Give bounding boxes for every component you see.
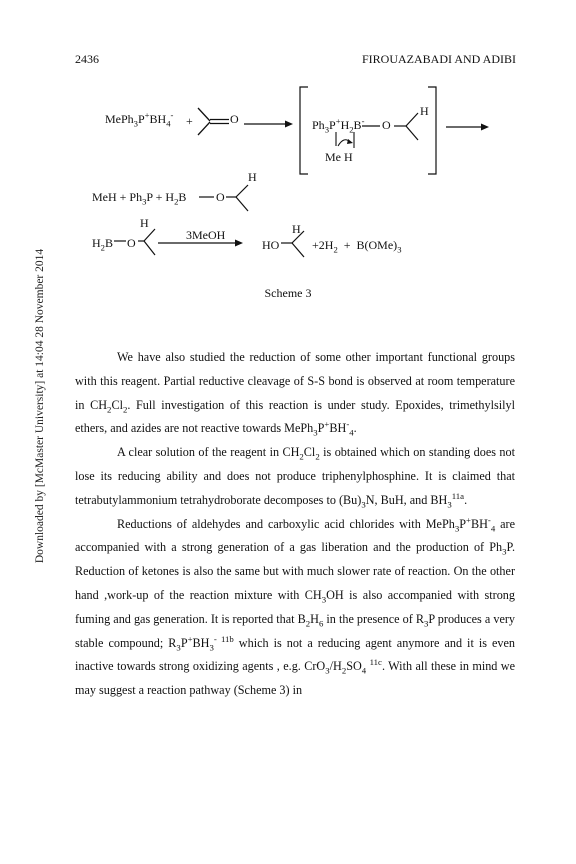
methyl-hydrogen-label: Me H [325, 150, 353, 164]
methanol-reagent: 3MeOH [186, 228, 226, 242]
left-bracket [298, 86, 310, 176]
reagent-formula: $MePh_3P^+BH_4^-$ [105, 110, 174, 129]
intermediate-oxygen: O [382, 118, 391, 132]
reaction-arrow-3 [158, 238, 244, 248]
products-line-3: $+2H_2 + B(OMe)_3$ [312, 238, 402, 255]
page-number: 2436 [75, 52, 99, 66]
body-text [75, 346, 515, 703]
h-label-1: H [420, 104, 429, 118]
paragraph-1: We have also studied the reduction of some other important functional groups with this reagent. Partial reductive cleavage of S-S bond is observed at room temperature in $CH_2Cl_2$. Full investigation of this reaction is under study. Epoxides, trimethylsilyl ethers, and azides are not reactive towards $MePh_3P^+BH^-_4$. [75, 350, 515, 438]
hydride-transfer-arrow [330, 130, 360, 152]
right-bracket [426, 86, 438, 176]
bond-b-o [360, 115, 382, 135]
running-title: FIROUAZABADI AND ADIBI [361, 52, 516, 66]
borane-alkoxide: $H_2B$ [92, 236, 113, 253]
h-label-4: H [292, 222, 301, 236]
isopropanol-ho: HO [262, 238, 280, 252]
download-stamp: Downloaded by [McMaster University] at 14:04 28 November 2014 [34, 248, 46, 564]
bond-b-o-2 [196, 180, 256, 216]
paragraph-3: Reductions of aldehydes and carboxylic acid chlorides with $MePh_3P^+BH^-_4$ are accompanied with a strong generation of a gas liberation and the production of $Ph_3P$. Reduction of ketones is also the same but with much slower rate of reaction. On the other hand ,work-up of the reaction mixture with $CH_3OH$ is also accompanied with strong fuming and gas generation. It is reported that $B_2H_6$ in the presence of $R_3P$ produces a very stable compound; $R_3P^+BH_3^{- 11b}$ which is not a reducing agent anymore and it is even inactive towards strong oxidizing agents , e.g. $CrO_3/H_2SO_4$ $^{11c}$. With all these in mind we may suggest a reaction pathway (Scheme 3) in [75, 514, 516, 698]
oxygen-2: O [216, 190, 225, 204]
reaction-arrow-2 [446, 122, 490, 132]
h-label-2: H [248, 170, 257, 184]
intermediate-complex: $Ph_3P^+H_2B^-$ [312, 116, 365, 135]
oxygen-3: O [127, 236, 136, 250]
products-line-2: MeH + $Ph_3P + H_2B$ [92, 190, 187, 207]
plus-sign: + [186, 114, 193, 128]
scheme-caption: Scheme 3 [264, 286, 312, 300]
ketone-oxygen: O [230, 112, 239, 126]
reaction-arrow-1 [244, 119, 294, 129]
paragraph-2: A clear solution of the reagent in $CH_2Cl_2$ is obtained which on standing does not lose its reducing ability and does not produce triphenylphosphine. It is claimed that tetrabutylammonium tetrahydroborate decomposes to $(Bu)_3N$, BuH, and $BH_3^{11a}$. [75, 445, 515, 510]
h-label-3: H [140, 216, 149, 230]
acetone-structure [196, 104, 232, 140]
